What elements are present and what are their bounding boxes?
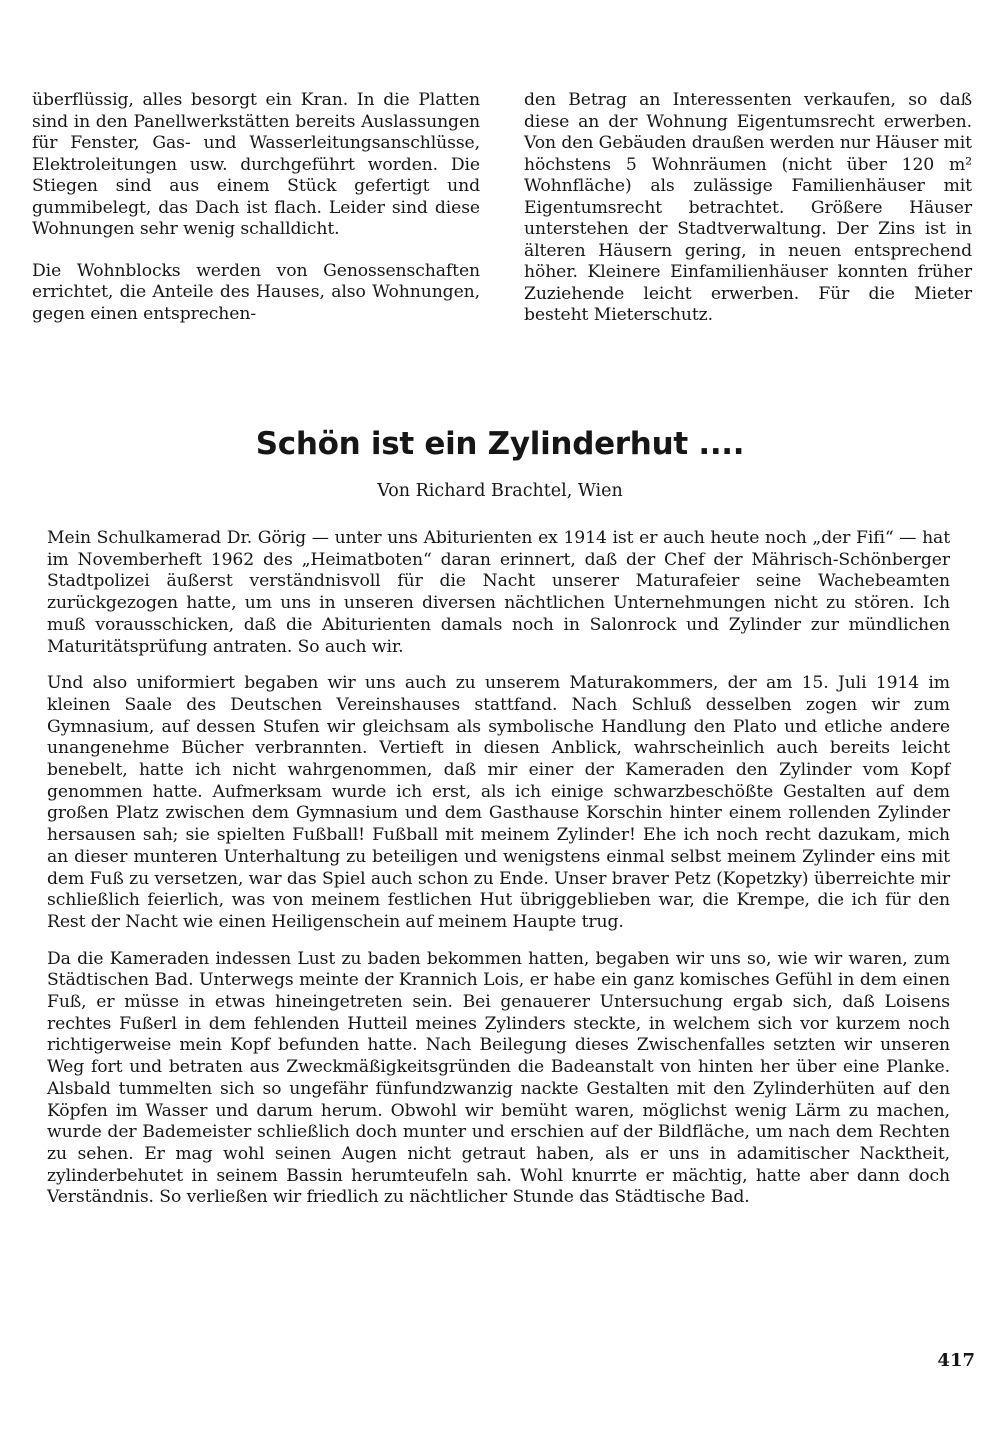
page-number: 417 [937,1350,975,1371]
article-body [47,528,950,1209]
left-column-paragraph-1: überflüssig, alles besorgt ein Kran. In die Platten sind in den Panellwerkstätten bereits Auslassungen für Fenster, Gas- und Wasserleitungsanschlüsse, Elektroleitungen usw. durchgeführt worden. Die Stiegen sind aus einem Stück gefertigt und gummibelegt, das Dach ist flach. Leider sind diese Wohnungen sehr wenig schalldicht. [32,90,480,239]
article-paragraph-3: Da die Kameraden indessen Lust zu baden bekommen hatten, begaben wir uns so, wie wir waren, zum Städtischen Bad. Unterwegs meinte der Krannich Lois, er habe ein ganz komisches Gefühl in dem einen Fuß, er müsse in etwas hineingetreten sein. Bei genauerer Untersuchung ergab sich, daß Loisens rechtes Fußerl in dem fehlenden Hutteil meines Zylinders steckte, in welchem sich vor kurzem noch richtigerweise mein Kopf befunden hatte. Nach Beilegung dieses Zwischenfalles setzten wir unseren Weg fort und betraten aus Zweckmäßigkeitsgründen die Badeanstalt von hinten her über eine Planke. Alsbald tummelten sich so ungefähr fünfundzwanzig nackte Gestalten mit den Zylinderhüten auf den Köpfen im Wasser und darum herum. Obwohl wir bemüht waren, möglichst wenig Lärm zu machen, wurde der Bademeister schließlich doch munter und erschien auf der Bildfläche, um nach dem Rechten zu sehen. Er mag wohl seinen Augen nicht getraut haben, als er uns in adamitischer Nacktheit, zylinderbehutet in seinem Bassin herumteufeln sah. Wohl knurrte er mächtig, hatte aber dann doch Verständnis. So verließen wir friedlich zu nächtlicher Stunde das Städtische Bad. [47,948,950,1208]
right-column-paragraph-1: den Betrag an Interessenten verkaufen, so daß diese an der Wohnung Eigentumsrecht erwerben. Von den Gebäuden draußen werden nur Häuser mit höchstens 5 Wohnräumen (nicht über 120 m² Wohnfläche) als zulässige Familienhäuser mit Eigentumsrecht betrachtet. Größere Häuser unterstehen der Stadtverwaltung. Der Zins ist in älteren Häusern gering, in neuen entsprechend höher. Kleinere Einfamilienhäuser konnten früher Zuziehende leicht erwerben. Für die Mieter besteht Mieterschutz. [524,90,972,325]
right-column [524,90,972,327]
top-columns [32,90,972,327]
article-paragraph-1: Mein Schulkamerad Dr. Görig — unter uns Abiturienten ex 1914 ist er auch heute noch „der Fifi“ — hat im Novemberheft 1962 des „Heimatboten“ daran erinnert, daß der Chef der Mährisch-Schönberger Stadtpolizei äußerst verständnisvoll für die Nacht unserer Maturafeier seine Wachebeamten zurückgezogen hatte, um uns in unseren diversen nächtlichen Unternehmungen nicht zu stören. Ich muß vorausschicken, daß die Abiturienten damals noch in Salonrock und Zylinder zur mündlichen Maturitätsprüfung antraten. So auch wir. [47,528,950,657]
left-column-paragraph-2: Die Wohnblocks werden von Genossenschaften errichtet, die Anteile des Hauses, also Wohnungen, gegen einen entsprechen- [32,260,480,324]
left-column [32,90,480,327]
article-title: Schön ist ein Zylinderhut .... [255,426,745,462]
article-paragraph-2: Und also uniformiert begaben wir uns auch zu unserem Maturakommers, der am 15. Juli 1914 im kleinen Saale des Deutschen Vereinshauses stattfand. Nach Schluß desselben zogen wir zum Gymnasium, auf dessen Stufen wir gleichsam als symbolische Handlung den Plato und etliche andere unangenehme Bücher verbrannten. Vertieft in diesen Anblick, wahrscheinlich auch bereits leicht benebelt, hatte ich nicht wahrgenommen, daß mir einer der Kameraden den Zylinder vom Kopf genommen hatte. Aufmerksam wurde ich erst, als ich einige schwarzbeschößte Gestalten auf dem großen Platz zwischen dem Gymnasium und dem Gasthause Korschin hinter einem rollenden Zylinder hersausen sah; sie spielten Fußball! Fußball mit meinem Zylinder! Ehe ich noch recht dazukam, mich an dieser munteren Unterhaltung zu beteiligen und wenigstens einmal selbst meinem Zylinder eins mit dem Fuß zu versetzen, war das Spiel auch schon zu Ende. Unser braver Petz (Kopetzky) überreichte mir schließlich feierlich, was von meinem festlichen Hut übriggeblieben war, die Krempe, die ich für den Rest der Nacht wie einen Heiligenschein auf meinem Haupte trug. [47,673,950,932]
article-byline: Von Richard Brachtel, Wien [377,481,623,501]
